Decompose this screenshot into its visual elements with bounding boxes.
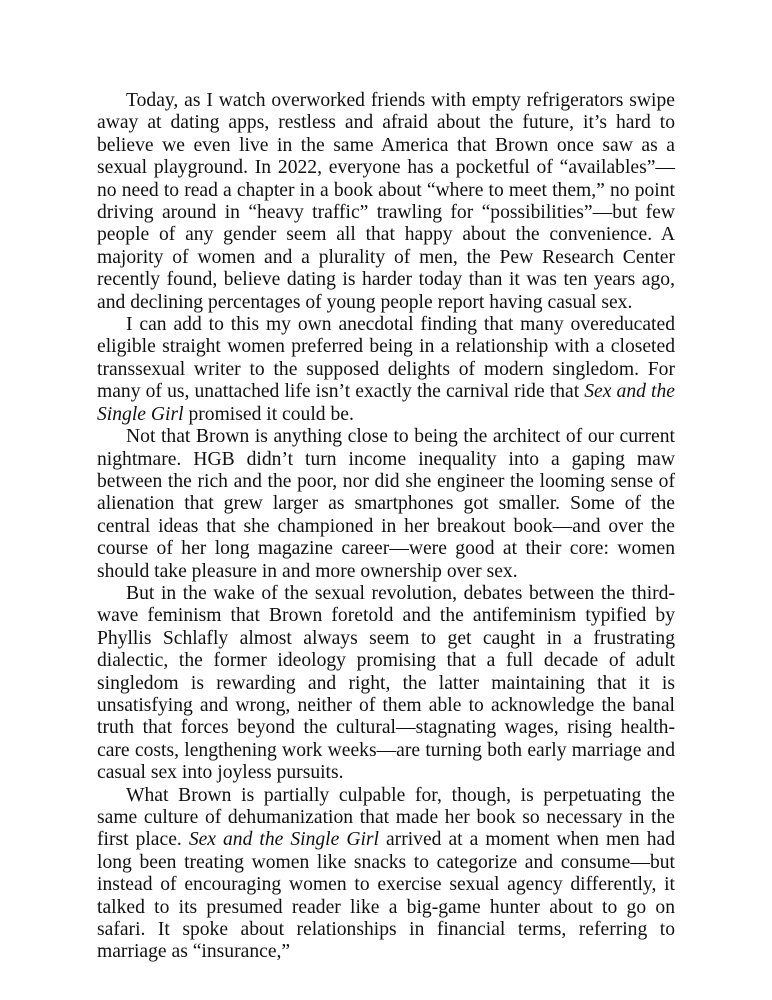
paragraph-3-text: Not that Brown is anything close to being the architect of our current nightmare. HGB didn’t turn income inequality into a gaping maw between the rich and the poor, nor did she engineer the looming sense of alienation that grew larger as smartphones got smaller. Some of the central ideas that she championed in her breakout book—and over the course of her long magazine career—were good at their core: women should take pleasure in and more ownership over sex.: [97, 426, 675, 582]
paragraph-4-text: But in the wake of the sexual revolution, debates between the third-wave feminism that Brown foretold and the antifeminism typified by Phyllis Schlafly almost always seem to get caught in a frustrating dialectic, the former ideology promising that a full decade of adult singledom is rewarding and right, the latter maintaining that it is unsatisfying and wrong, neither of them able to acknowledge the banal truth that forces beyond the cultural—stagnating wages, rising health-care costs, lengthening work weeks—are turning both early marriage and casual sex into joyless pursuits.: [97, 582, 675, 784]
paragraph-2-text-a: I can add to this my own anecdotal finding that many overeducated eligible straight women preferred being in a relationship with a closeted transsexual writer to the supposed delights of modern singledom. For many of us, unattached life isn’t exactly the carnival ride that: [97, 314, 675, 403]
paragraph-2: [97, 314, 675, 426]
paragraph-3: [97, 426, 675, 583]
paragraph-4: [97, 583, 675, 785]
paragraph-5-text-a: What Brown is partially culpable for, though, is perpetuating the same culture of dehumanization that made her book so necessary in the first place.: [97, 784, 675, 851]
book-title-italic: Sex and the Single Girl: [188, 829, 379, 851]
paragraph-1: [97, 90, 675, 314]
paragraph-1-text: Today, as I watch overworked friends with empty refrigerators swipe away at dating apps, restless and afraid about the future, it’s hard to believe we even live in the same America that Brown once saw as a sexual playground. In 2022, everyone has a pocketful of “availables”—no need to read a chapter in a book about “where to meet them,” no point driving around in “heavy traffic” trawling for “possibilities”—but few people of any gender seem all that happy about the convenience. A majority of women and a plurality of men, the Pew Research Center recently found, believe dating is harder today than it was ten years ago, and declining percentages of young people report having casual sex.: [97, 90, 675, 313]
book-title-italic: Sex and the Single Girl: [97, 381, 675, 425]
document-body: [97, 90, 675, 964]
paragraph-5-text-b: arrived at a moment when men had long been treating women like snacks to categorize and consume—but instead of encouraging women to exercise sexual agency differently, it talked to its presumed reader like a big-game hunter about to go on safari. It spoke about relationships in financial terms, referring to marriage as “insurance,”: [97, 829, 676, 963]
paragraph-5: [97, 785, 675, 964]
paragraph-2-text-b: promised it could be.: [183, 403, 354, 425]
